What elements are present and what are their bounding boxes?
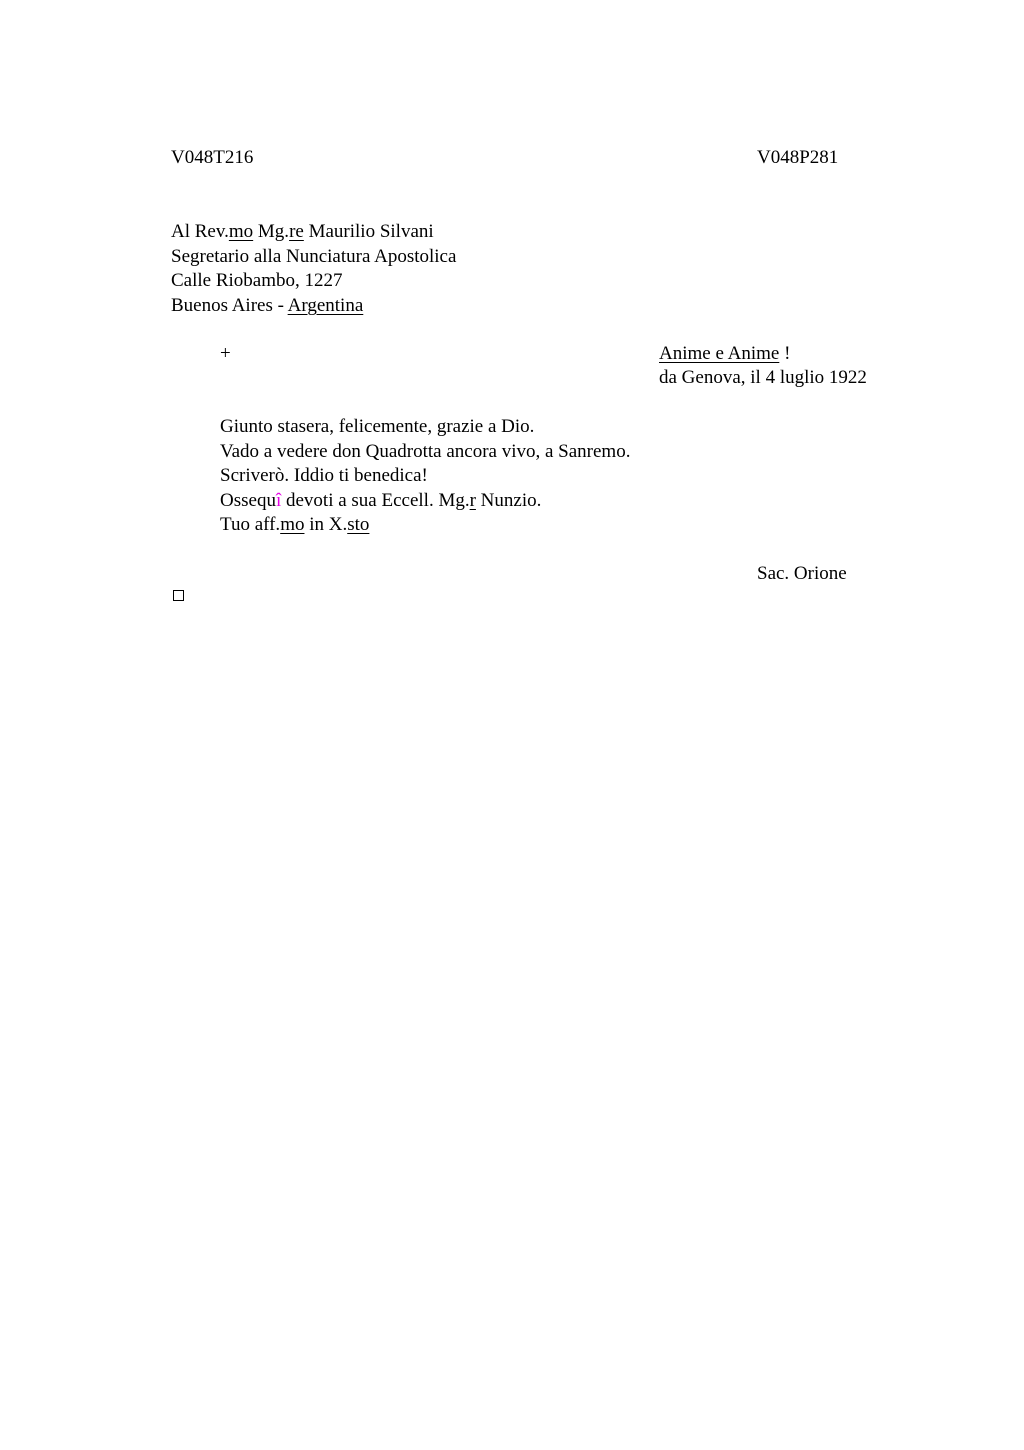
- address-line-4-text: Buenos Aires -: [171, 294, 288, 316]
- letter-body: [220, 415, 630, 538]
- header-left-code: V048T216: [171, 147, 254, 168]
- cross-symbol: +: [220, 343, 231, 364]
- address-line-2: Segretario alla Nunciatura Apostolica: [171, 245, 457, 267]
- dateline: da Genova, il 4 luglio 1922: [659, 367, 867, 388]
- address-block: [171, 220, 456, 318]
- address-line-1-text: Maurilio Silvani: [303, 221, 434, 242]
- body-line-1: Giunto stasera, felicemente, grazie a Dio.: [220, 416, 535, 437]
- end-marker-square-icon: [173, 590, 184, 601]
- body-line-4-superscript: r: [469, 489, 476, 511]
- signature: Sac. Orione: [757, 563, 847, 584]
- body-line-4-highlight: î: [275, 489, 282, 511]
- motto-underlined: Anime e Anime: [659, 343, 780, 364]
- body-line-4: [220, 489, 630, 514]
- body-line-2: Vado a vedere don Quadrotta ancora vivo, a Sanremo.: [220, 440, 631, 462]
- body-line-3: Scriverò. Iddio ti benedica!: [220, 465, 428, 486]
- body-line-5-text: in X.: [304, 514, 348, 535]
- address-line-1-superscript: re: [289, 221, 304, 242]
- address-line-3: Calle Riobambo, 1227: [171, 270, 343, 291]
- address-line-4: [171, 294, 456, 319]
- motto-exclamation: !: [779, 343, 791, 364]
- body-line-4-text: Ossequ: [220, 489, 276, 511]
- body-line-5-superscript: mo: [280, 514, 305, 535]
- body-line-5: [220, 513, 630, 538]
- address-country: Argentina: [287, 294, 364, 316]
- motto: [659, 342, 790, 367]
- header-right-code: V048P281: [757, 147, 839, 168]
- address-line-1-superscript: mo: [228, 221, 254, 242]
- body-line-5-superscript: sto: [347, 514, 370, 535]
- address-line-1: [171, 220, 456, 245]
- address-line-1-text: Mg.: [253, 221, 290, 242]
- body-line-4-text: Nunzio.: [475, 489, 542, 511]
- body-line-4-text: devoti a sua Eccell. Mg.: [281, 489, 470, 511]
- address-line-1-text: Al Rev.: [171, 221, 229, 242]
- body-line-5-text: Tuo aff.: [220, 514, 281, 535]
